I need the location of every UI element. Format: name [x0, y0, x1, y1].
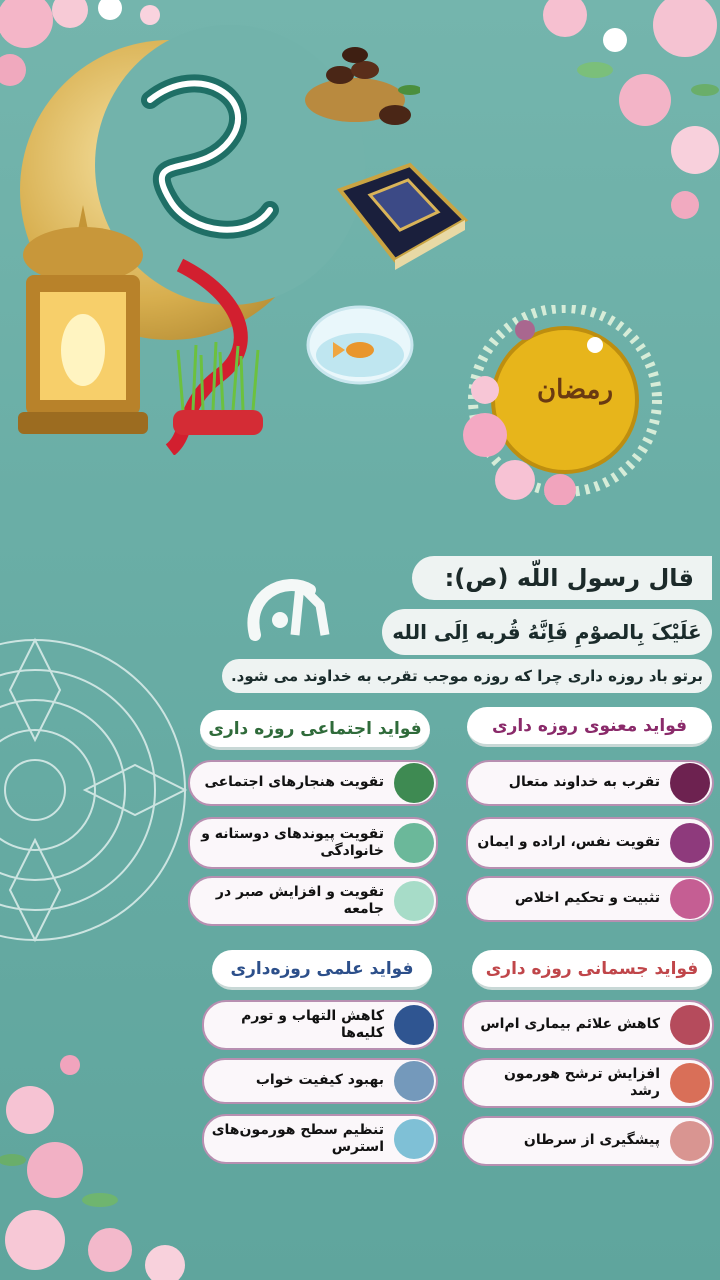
spiritual-item-1 [466, 760, 714, 806]
social-item-1-label: تقویت هنجارهای اجتماعی [204, 774, 384, 791]
hadith-translation-text: برتو باد روزه داری چرا که روزه موجب تقرب به خداوند می شود. [230, 667, 704, 685]
social-item-2 [188, 817, 438, 869]
physical-item-1-dot [670, 1005, 710, 1045]
physical-benefits-header [472, 950, 712, 990]
ramadan-logo-icon [240, 565, 340, 645]
hadith-title-text: قال رسول اللّه (ص): [444, 564, 694, 592]
scientific-item-1 [202, 1000, 438, 1050]
lantern-image [8, 200, 158, 450]
scientific-item-2-dot [394, 1061, 434, 1101]
dates-bowl-image [300, 30, 420, 130]
scientific-item-3-label: تنظیم سطح هورمون‌های استرس [211, 1121, 384, 1155]
physical-item-1-label: کاهش علائم بیماری ام‌اس [480, 1016, 660, 1033]
social-item-1-dot [394, 763, 434, 803]
social-item-3 [188, 876, 438, 926]
flowers-decoration-bottom-left [0, 1040, 230, 1280]
spiritual-item-2-dot [670, 823, 710, 863]
physical-item-3-dot [670, 1121, 710, 1161]
ramadan-bowl-wreath-image [455, 305, 670, 505]
flowers-decoration-top-right [495, 0, 720, 230]
physical-item-2-label: افزایش ترشح هورمون رشد [503, 1065, 660, 1099]
social-item-2-dot [394, 823, 434, 863]
goldfish-bowl-image [305, 300, 415, 385]
mandala-decoration [0, 600, 200, 980]
bowl-calligraphy-text: رمضان [536, 375, 614, 405]
spiritual-item-3-dot [670, 879, 710, 919]
scientific-item-1-label: کاهش التهاب و تورم کلیه‌ها [241, 1007, 384, 1041]
spiritual-item-3 [466, 876, 714, 922]
spiritual-item-1-label: تقرب به خداوند متعال [508, 774, 660, 791]
social-benefits-header [200, 710, 430, 750]
scientific-item-1-dot [394, 1005, 434, 1045]
hadith-title [412, 556, 712, 600]
spiritual-benefits-title: فواید معنوی روزه داری [492, 715, 687, 736]
spiritual-item-3-label: تثبیت و تحکیم اخلاص [514, 890, 660, 907]
spiritual-item-2-label: تقویت نفس، اراده و ایمان [477, 834, 660, 851]
social-benefits-title: فواید اجتماعی روزه داری [208, 718, 422, 739]
scientific-benefits-header [212, 950, 432, 990]
sabzeh-grass-image [168, 340, 268, 440]
social-item-3-dot [394, 881, 434, 921]
social-item-1 [188, 760, 438, 806]
scientific-benefits-title: فواید علمی روزه‌داری [230, 958, 414, 979]
scientific-item-2-label: بهبود کیفیت خواب [255, 1072, 384, 1089]
physical-benefits-title: فواید جسمانی روزه داری [485, 958, 699, 979]
hadith-arabic-text: عَلَیْکَ بِالصوْمِ فَاِنَّهُ قُربه اِلَی الله [392, 620, 702, 644]
physical-item-1 [462, 1000, 714, 1050]
physical-item-2-dot [670, 1063, 710, 1103]
hadith-arabic [382, 609, 712, 655]
scientific-item-2 [202, 1058, 438, 1104]
quran-book-image [330, 160, 470, 270]
social-item-2-label: تقویت پیوندهای دوستانه و خانوادگی [201, 825, 384, 859]
physical-item-2 [462, 1058, 714, 1108]
physical-item-3 [462, 1116, 714, 1166]
social-item-3-label: تقویت و افزایش صبر در جامعه [215, 883, 384, 917]
hadith-translation [222, 659, 712, 693]
spiritual-item-1-dot [670, 763, 710, 803]
scientific-item-3-dot [394, 1119, 434, 1159]
scientific-item-3 [202, 1114, 438, 1164]
spiritual-benefits-header [467, 707, 712, 747]
spiritual-item-2 [466, 817, 714, 869]
physical-item-3-label: پیشگیری از سرطان [523, 1132, 660, 1149]
